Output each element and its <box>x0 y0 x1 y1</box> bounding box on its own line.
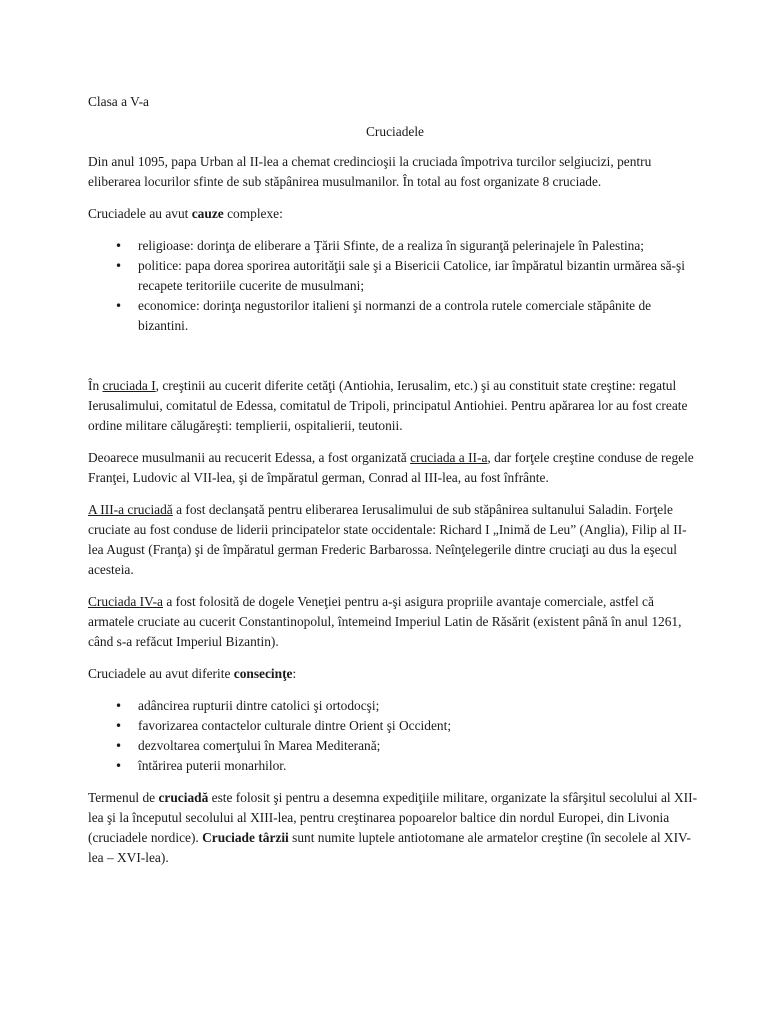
crusade-2-pre: Deoarece musulmanii au recucerit Edessa, a fost organizată <box>88 450 411 465</box>
causes-intro-pre: Cruciadele au avut <box>88 206 192 221</box>
crusade-2-link: cruciada a II-a <box>410 450 488 465</box>
term-crusade: cruciadă <box>158 790 209 805</box>
crusade-3-paragraph <box>88 500 702 580</box>
crusade-2-paragraph <box>88 448 702 488</box>
crusade-4-link: Cruciada IV-a <box>88 594 163 609</box>
crusade-1-link: cruciada I <box>102 378 156 393</box>
causes-intro-post: complexe: <box>223 206 283 221</box>
consequences-intro-pre: Cruciadele au avut diferite <box>88 666 234 681</box>
consequences-intro-post: : <box>292 666 297 681</box>
crusade-1-text: , creştinii au cucerit diferite cetăţi (Antiohia, Ierusalim, etc.) şi au constituit state creştine: regatul Ierusalimului, comitatul de Edessa, comitatul de Tripoli, principatul Antiohiei. Pentru apărarea lor au fost create ordine militare călugăreşti: templierii, ospitalierii, teutonii. <box>88 378 688 433</box>
final-mid: este folosit şi pentru a desemna expediţiile militare, organizate la sfârşitul secolului al XII-lea şi la începutul secolului al XIII-lea, pentru creştinarea popoarelor baltice din nordul Europei, din Livonia (cruciadele nordice). <box>88 790 698 845</box>
page-title: Cruciadele <box>366 124 424 139</box>
term-late-crusades: Cruciade târzii <box>202 830 289 845</box>
consequences-list <box>88 696 702 776</box>
list-item: • economice: dorinţa negustorilor italieni şi normanzi de a controla rutele comerciale stăpânite de bizantini. <box>138 296 702 336</box>
list-item: • religioase: dorinţa de eliberare a Ţării Sfinte, de a realiza în siguranţă pelerinajele în Palestina; <box>138 236 702 256</box>
list-item: • favorizarea contactelor culturale dintre Orient şi Occident; <box>138 716 702 736</box>
spacer <box>88 348 702 376</box>
list-item: • adâncirea rupturii dintre catolici şi ortodocşi; <box>138 696 702 716</box>
list-item: • dezvoltarea comerţului în Marea Mediterană; <box>138 736 702 756</box>
crusade-3-link: A III-a cruciadă <box>88 502 173 517</box>
list-item: • politice: papa dorea sporirea autorităţii sale şi a Bisericii Catolice, iar împăratul bizantin urmărea să-şi recapete teritoriile cucerite de musulmani; <box>138 256 702 296</box>
final-paragraph <box>88 788 702 868</box>
consequences-intro <box>88 664 702 684</box>
crusade-1-paragraph <box>88 376 702 436</box>
intro-paragraph: Din anul 1095, papa Urban al II-lea a chemat credincioşii la cruciada împotriva turcilor selgiucizi, pentru eliberarea locurilor sfinte de sub stăpânirea musulmanilor. În total au fost organizate 8 cruciade. <box>88 154 652 189</box>
final-post: sunt numite luptele antiotomane ale armatelor creştine (în secolele al XIV-lea – XVI-lea). <box>88 830 691 865</box>
causes-list <box>88 236 702 336</box>
crusade-1-pre: În <box>88 378 103 393</box>
causes-keyword: cauze <box>191 206 224 221</box>
list-item: • întărirea puterii monarhilor. <box>138 756 702 776</box>
crusade-4-text: a fost folosită de dogele Veneţiei pentru a-şi asigura propriile avantaje comerciale, astfel că armatele cruciate au cucerit Constantinopolul, întemeind Imperiul Latin de Răsărit (existent până în anul 1261, când s-a refăcut Imperiul Bizantin). <box>88 594 682 649</box>
crusade-2-text: , dar forţele creştine conduse de regele Franţei, Ludovic al VII-lea, şi de împăratul german, Conrad al III-lea, au fost înfrânte. <box>88 450 694 485</box>
crusade-4-paragraph <box>88 592 702 652</box>
consequences-keyword: consecinţe <box>233 666 293 681</box>
causes-intro <box>88 204 702 224</box>
crusade-3-text: a fost declanşată pentru eliberarea Ierusalimului de sub stăpânirea sultanului Saladin. Forţele cruciate au fost conduse de liderii principatelor state occidentale: Richard I „Inimă de Leu” (Anglia), Filip al II-lea August (Franţa) şi de împăratul german Frederic Barbarossa. Neînţelegerile dintre cruciaţi au dus la eşecul acesteia. <box>88 502 687 577</box>
class-label: Clasa a V-a <box>88 94 149 109</box>
final-pre: Termenul de <box>88 790 159 805</box>
